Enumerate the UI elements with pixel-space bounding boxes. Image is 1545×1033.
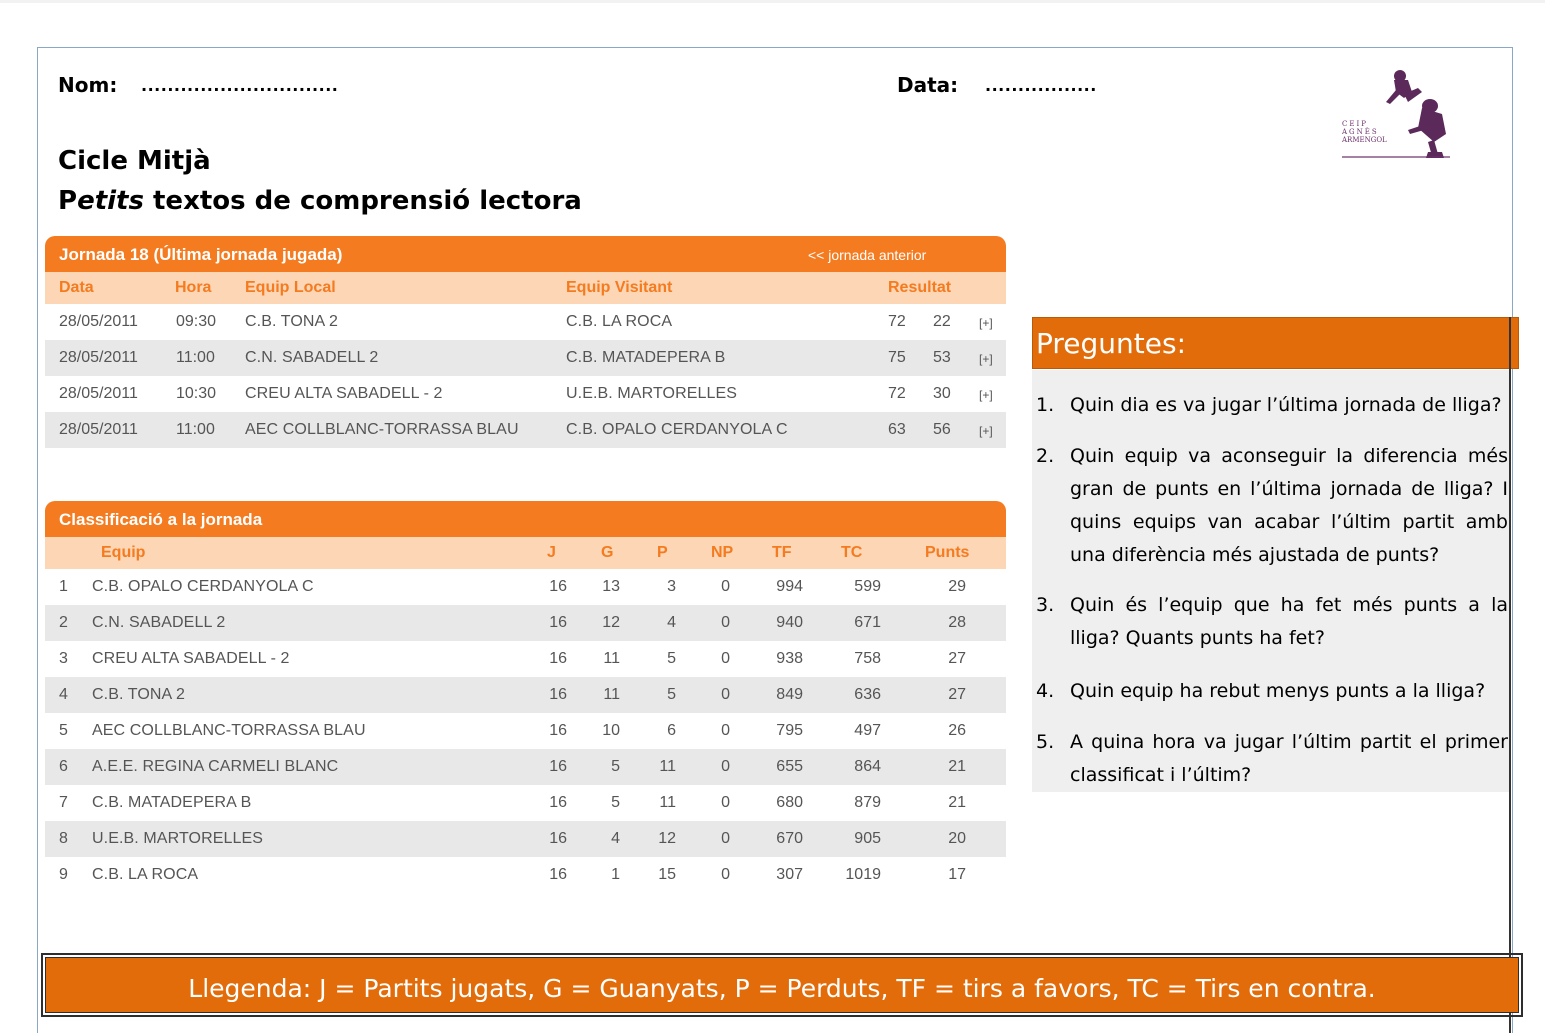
row-team: C.B. OPALO CERDANYOLA C bbox=[92, 578, 314, 595]
row-played: 16 bbox=[549, 758, 567, 775]
result-row bbox=[45, 340, 1006, 376]
row-lost: 5 bbox=[667, 650, 676, 667]
row-team: C.B. TONA 2 bbox=[92, 686, 185, 703]
results-table bbox=[45, 236, 1006, 448]
row-date: 28/05/2011 bbox=[59, 349, 138, 366]
questions-banner bbox=[1032, 317, 1519, 369]
col-tf: TF bbox=[772, 544, 792, 561]
row-not-played: 0 bbox=[721, 614, 730, 631]
row-position: 9 bbox=[59, 866, 68, 883]
results-column-headers bbox=[45, 272, 1006, 304]
row-points-for: 940 bbox=[776, 614, 803, 631]
row-points-against: 905 bbox=[854, 830, 881, 847]
row-points: 28 bbox=[948, 614, 966, 631]
col-time: Hora bbox=[175, 279, 212, 296]
row-home-team: CREU ALTA SABADELL - 2 bbox=[245, 385, 443, 402]
row-time: 10:30 bbox=[176, 385, 217, 402]
row-team: A.E.E. REGINA CARMELI BLANC bbox=[92, 758, 339, 775]
col-result: Resultat bbox=[888, 279, 952, 296]
row-won: 5 bbox=[611, 794, 620, 811]
school-logo bbox=[1338, 68, 1458, 164]
col-j: J bbox=[547, 544, 556, 561]
row-points-against: 636 bbox=[854, 686, 881, 703]
row-won: 13 bbox=[602, 578, 620, 595]
date-blank: ................. bbox=[985, 76, 1097, 95]
row-details-link[interactable]: [+] bbox=[979, 316, 993, 330]
row-lost: 3 bbox=[667, 578, 676, 595]
row-position: 6 bbox=[59, 758, 68, 775]
row-points-against: 879 bbox=[854, 794, 881, 811]
row-not-played: 0 bbox=[721, 758, 730, 775]
row-home-score: 72 bbox=[888, 385, 906, 402]
row-points: 26 bbox=[948, 722, 966, 739]
row-points-for: 938 bbox=[776, 650, 803, 667]
svg-text:CEIP: CEIP bbox=[1342, 120, 1368, 128]
row-position: 7 bbox=[59, 794, 68, 811]
row-home-team: C.N. SABADELL 2 bbox=[245, 349, 379, 366]
svg-text:ARMENGOL: ARMENGOL bbox=[1342, 136, 1387, 144]
row-points-against: 1019 bbox=[845, 866, 881, 883]
svg-text:AGNÈS: AGNÈS bbox=[1342, 128, 1379, 136]
row-away-team: C.B. MATADEPERA B bbox=[566, 349, 726, 366]
results-header bbox=[45, 236, 1006, 272]
results-body bbox=[45, 304, 1006, 448]
row-points: 21 bbox=[948, 758, 966, 775]
row-points-against: 497 bbox=[854, 722, 881, 739]
row-away-score: 56 bbox=[933, 421, 951, 438]
row-away-team: U.E.B. MARTORELLES bbox=[566, 385, 738, 402]
row-home-score: 63 bbox=[888, 421, 906, 438]
row-home-team: C.B. TONA 2 bbox=[245, 313, 338, 330]
row-played: 16 bbox=[549, 794, 567, 811]
standings-column-headers bbox=[45, 537, 1006, 569]
col-p: P bbox=[657, 544, 668, 561]
row-time: 11:00 bbox=[176, 349, 215, 366]
row-away-score: 53 bbox=[933, 349, 951, 366]
standings-row bbox=[45, 569, 1006, 605]
row-team: C.B. MATADEPERA B bbox=[92, 794, 252, 811]
row-away-score: 22 bbox=[933, 313, 951, 330]
row-not-played: 0 bbox=[721, 650, 730, 667]
top-edge bbox=[0, 0, 1545, 3]
col-g: G bbox=[601, 544, 614, 561]
standings-title: Classificació a la jornada bbox=[59, 510, 263, 529]
result-row bbox=[45, 376, 1006, 412]
row-points: 27 bbox=[948, 650, 966, 667]
row-won: 11 bbox=[603, 686, 620, 703]
col-tc: TC bbox=[841, 544, 863, 561]
row-team: C.B. LA ROCA bbox=[92, 866, 199, 883]
standings-row bbox=[45, 749, 1006, 785]
standings-row bbox=[45, 821, 1006, 857]
col-points: Punts bbox=[925, 544, 970, 561]
row-away-team: C.B. OPALO CERDANYOLA C bbox=[566, 421, 788, 438]
name-label: Nom: bbox=[58, 73, 118, 97]
standings-body bbox=[45, 569, 1006, 893]
row-position: 2 bbox=[59, 614, 68, 631]
col-away-team: Equip Visitant bbox=[566, 279, 673, 296]
row-played: 16 bbox=[549, 614, 567, 631]
row-date: 28/05/2011 bbox=[59, 385, 138, 402]
row-lost: 5 bbox=[667, 686, 676, 703]
row-points-for: 307 bbox=[776, 866, 803, 883]
cycle-title: Cicle Mitjà bbox=[58, 146, 211, 176]
row-team: AEC COLLBLANC-TORRASSA BLAU bbox=[92, 722, 366, 739]
row-position: 4 bbox=[59, 686, 68, 703]
col-team: Equip bbox=[101, 544, 146, 561]
row-position: 8 bbox=[59, 830, 68, 847]
row-details-link[interactable]: [+] bbox=[979, 352, 993, 366]
name-blank: .............................. bbox=[141, 76, 339, 95]
questions-title: Preguntes: bbox=[1036, 327, 1187, 360]
legend-box bbox=[41, 953, 1523, 1017]
row-won: 12 bbox=[602, 614, 620, 631]
row-points: 21 bbox=[948, 794, 966, 811]
row-away-score: 30 bbox=[933, 385, 951, 402]
row-home-score: 75 bbox=[888, 349, 906, 366]
row-date: 28/05/2011 bbox=[59, 313, 138, 330]
standings-row bbox=[45, 857, 1006, 893]
row-points: 29 bbox=[948, 578, 966, 595]
row-points-for: 994 bbox=[776, 578, 803, 595]
results-title: Jornada 18 (Última jornada jugada) bbox=[59, 245, 343, 264]
row-not-played: 0 bbox=[721, 686, 730, 703]
col-date: Data bbox=[59, 279, 94, 296]
row-time: 11:00 bbox=[176, 421, 215, 438]
standings-header bbox=[45, 501, 1006, 537]
result-row bbox=[45, 412, 1006, 448]
row-team: C.N. SABADELL 2 bbox=[92, 614, 226, 631]
row-won: 1 bbox=[611, 866, 620, 883]
row-lost: 6 bbox=[667, 722, 676, 739]
standings-row bbox=[45, 677, 1006, 713]
row-won: 5 bbox=[611, 758, 620, 775]
previous-round-link[interactable]: << jornada anterior bbox=[808, 247, 927, 263]
row-team: U.E.B. MARTORELLES bbox=[92, 830, 264, 847]
row-points-against: 671 bbox=[854, 614, 881, 631]
row-played: 16 bbox=[549, 830, 567, 847]
row-not-played: 0 bbox=[721, 830, 730, 847]
row-won: 11 bbox=[603, 650, 620, 667]
row-points-against: 599 bbox=[854, 578, 881, 595]
row-points: 17 bbox=[948, 866, 966, 883]
standings-row bbox=[45, 641, 1006, 677]
row-home-score: 72 bbox=[888, 313, 906, 330]
standings-row bbox=[45, 713, 1006, 749]
row-points-for: 849 bbox=[776, 686, 803, 703]
row-time: 09:30 bbox=[176, 313, 217, 330]
row-not-played: 0 bbox=[721, 578, 730, 595]
worksheet-title: Petits textos de comprensió lectora bbox=[58, 186, 582, 216]
row-played: 16 bbox=[549, 722, 567, 739]
row-lost: 12 bbox=[658, 830, 676, 847]
date-label: Data: bbox=[897, 73, 959, 97]
row-points-for: 670 bbox=[776, 830, 803, 847]
row-lost: 11 bbox=[659, 758, 676, 775]
row-won: 10 bbox=[602, 722, 620, 739]
row-details-link[interactable]: [+] bbox=[979, 388, 993, 402]
row-details-link[interactable]: [+] bbox=[979, 424, 993, 438]
row-home-team: AEC COLLBLANC-TORRASSA BLAU bbox=[245, 421, 519, 438]
row-lost: 11 bbox=[659, 794, 676, 811]
standings-row bbox=[45, 785, 1006, 821]
col-np: NP bbox=[711, 544, 734, 561]
row-date: 28/05/2011 bbox=[59, 421, 138, 438]
row-won: 4 bbox=[611, 830, 620, 847]
row-team: CREU ALTA SABADELL - 2 bbox=[92, 650, 290, 667]
col-home-team: Equip Local bbox=[245, 279, 336, 296]
row-points-for: 795 bbox=[776, 722, 803, 739]
standings-row bbox=[45, 605, 1006, 641]
row-played: 16 bbox=[549, 650, 567, 667]
page-right-border bbox=[1509, 317, 1511, 1033]
row-position: 1 bbox=[59, 578, 68, 595]
row-not-played: 0 bbox=[721, 866, 730, 883]
legend-text: Llegenda: J = Partits jugats, G = Guanyats, P = Perduts, TF = tirs a favors, TC = Tirs en contra. bbox=[188, 974, 1376, 1003]
row-lost: 15 bbox=[658, 866, 676, 883]
row-points-against: 758 bbox=[854, 650, 881, 667]
row-position: 5 bbox=[59, 722, 68, 739]
row-not-played: 0 bbox=[721, 794, 730, 811]
row-points-for: 655 bbox=[776, 758, 803, 775]
row-not-played: 0 bbox=[721, 722, 730, 739]
row-away-team: C.B. LA ROCA bbox=[566, 313, 673, 330]
row-played: 16 bbox=[549, 578, 567, 595]
standings-table bbox=[45, 501, 1006, 893]
row-played: 16 bbox=[549, 686, 567, 703]
row-points: 20 bbox=[948, 830, 966, 847]
row-played: 16 bbox=[549, 866, 567, 883]
school-logo-figure-icon bbox=[1338, 68, 1458, 164]
row-points: 27 bbox=[948, 686, 966, 703]
row-lost: 4 bbox=[667, 614, 676, 631]
result-row bbox=[45, 304, 1006, 340]
row-position: 3 bbox=[59, 650, 68, 667]
legend-banner bbox=[45, 957, 1519, 1013]
row-points-against: 864 bbox=[854, 758, 881, 775]
row-points-for: 680 bbox=[776, 794, 803, 811]
